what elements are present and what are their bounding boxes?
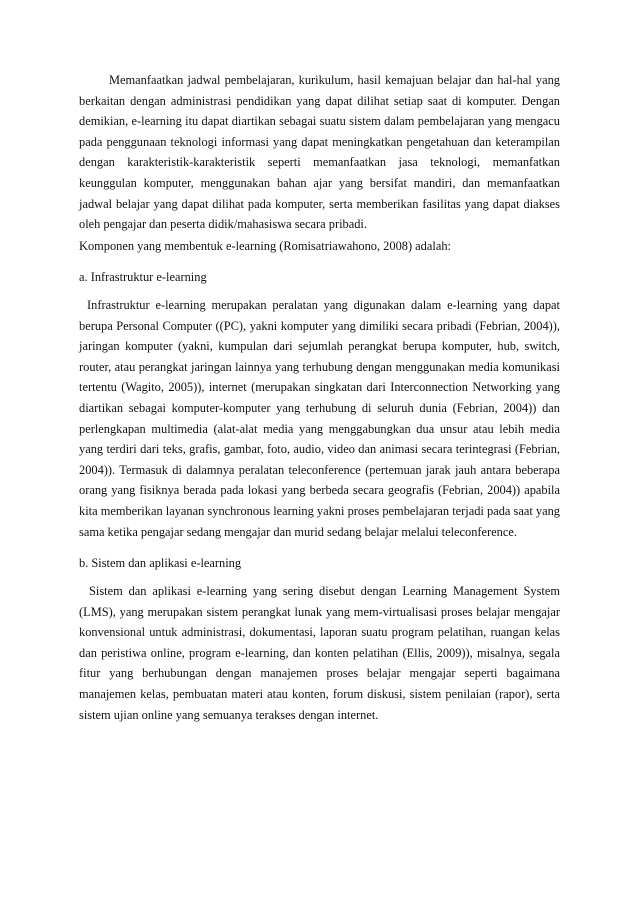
paragraph-components: Komponen yang membentuk e-learning (Romisatriawahono, 2008) adalah: xyxy=(79,239,451,253)
heading-infrastructure: a. Infrastruktur e-learning xyxy=(79,270,207,284)
heading-systems: b. Sistem dan aplikasi e-learning xyxy=(79,556,242,570)
paragraph-infrastructure: Infrastruktur e-learning merupakan peralatan yang digunakan dalam e-learning yang dapat berupa Personal Computer ((PC), yakni komputer yang dimiliki secara pribadi (Febrian, 2004)), jaringan komputer (yakni, kumpulan dari sejumlah perangkat berupa komputer, hub, switch, router, atau perangkat jaringan lainnya yang terhubung dengan menggunakan media komunikasi tertentu (Wagito, 2005)), internet (merupakan singkatan dari Interconnection Networking yang diartikan sebagai komputer-komputer yang terhubung di seluruh dunia (Febrian, 2004)) dan perlengkapan multimedia (alat-alat media yang menggabungkan dua unsur atau lebih media yang terdiri dari teks, grafis, gambar, foto, audio, video dan animasi secara terintegrasi (Febrian, 2004)). Termasuk di dalamnya peralatan teleconference (pertemuan jarak jauh antara beberapa orang yang fisiknya berada pada lokasi yang berbeda secara geografis (Febrian, 2004)) apabila kita memberikan layanan synchronous learning yakni proses pembelajaran terjadi pada saat yang sama ketika pengajar sedang mengajar dan murid sedang belajar melalui teleconference. xyxy=(79,298,560,539)
paragraph-systems: Sistem dan aplikasi e-learning yang sering disebut dengan Learning Management System (LMS), yang merupakan sistem perangkat lunak yang mem-virtualisasi proses belajar mengajar konvensional untuk administrasi, dokumentasi, laporan suatu program pelatihan, ruangan kelas dan peristiwa online, program e-learning, dan konten pelatihan (Ellis, 2009)), misalnya, segala fitur yang berhubungan dengan manajemen proses belajar mengajar seperti bagaimana manajemen kelas, pembuatan materi atau konten, forum diskusi, sistem penilaian (rapor), serta sistem ujian online yang semuanya terakses dengan internet. xyxy=(79,584,560,722)
paragraph-intro: Memanfaatkan jadwal pembelajaran, kurikulum, hasil kemajuan belajar dan hal-hal yang berkaitan dengan administrasi pendidikan yang dapat dilihat setiap saat di komputer. Dengan demikian, e-learning itu dapat diartikan sebagai suatu sistem dalam pembelajaran yang mengacu pada penggunaan teknologi informasi yang dapat meningkatkan pengetahuan dan keterampilan dengan karakteristik-karakteristik seperti memanfaatkan jasa teknologi, memanfatkan keunggulan komputer, menggunakan bahan ajar yang bersifat mandiri, dan memanfaatkan jadwal belajar yang dapat dilihat pada komputer, serta memberikan fasilitas yang dapat diakses oleh pengajar dan peserta didik/mahasiswa secara pribadi. xyxy=(79,73,560,232)
